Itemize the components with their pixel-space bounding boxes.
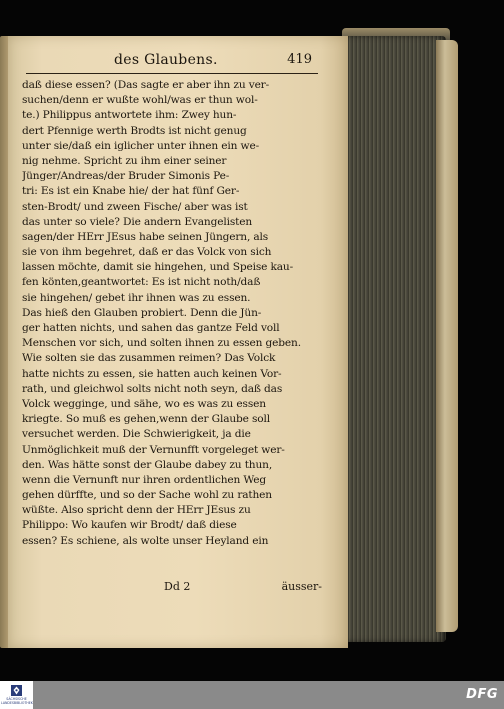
text-line: wüßte. Also spricht denn der HErr JEsus zu — [22, 504, 251, 517]
text-line: fen könten,geantwortet: Es ist nicht noth/daß — [22, 276, 261, 289]
catchword: äusser- — [281, 580, 322, 593]
library-logo[interactable] — [0, 681, 33, 709]
text-line: Das hieß den Glauben probiert. Denn die Jün- — [22, 306, 262, 319]
text-line: dert Pfennige werth Brodts ist nicht genug — [22, 124, 247, 137]
page-block-edge — [346, 36, 446, 642]
text-line: gehen dürffte, und so der Sache wohl zu rathen — [22, 489, 272, 502]
text-line: Philippo: Wo kaufen wir Brodt/ daß diese — [22, 519, 237, 532]
running-title: des Glaubens. — [114, 52, 218, 68]
book-cover-edge — [436, 40, 458, 632]
text-line: Menschen vor sich, und solten ihnen zu essen geben. — [22, 337, 301, 350]
text-line: te.) Philippus antwortete ihm: Zwey hun- — [22, 109, 237, 122]
text-line: das unter so viele? Die andern Evangelisten — [22, 215, 253, 228]
page-number: 419 — [287, 52, 312, 67]
text-line: Jünger/Andreas/der Bruder Simonis Pe- — [22, 170, 230, 183]
text-line: unter sie/daß ein iglicher unter ihnen ein we- — [22, 139, 260, 152]
text-line: sie hingehen/ gebet ihr ihnen was zu essen. — [22, 291, 251, 304]
text-line: sten-Brodt/ und zween Fische/ aber was ist — [22, 200, 248, 213]
library-logo-caption: SÄCHSISCHE LANDESBIBLIOTHEK — [1, 697, 33, 705]
text-line: Volck wegginge, und sähe, wo es was zu essen — [22, 397, 266, 410]
text-line: sie von ihm begehret, daß er das Volck von sich — [22, 246, 272, 259]
page-footer-line — [22, 580, 322, 598]
header-rule — [26, 73, 318, 74]
text-line: lassen möchte, damit sie hingehen, und Speise kau- — [22, 261, 294, 274]
text-line: daß diese essen? (Das sagte er aber ihn zu ver- — [22, 79, 270, 91]
text-line: versuchet werden. Die Schwierigkeit, ja die — [22, 428, 251, 441]
text-line: Wie solten sie das zusammen reimen? Das Volck — [22, 352, 276, 365]
text-line: Unmöglichkeit muß der Vernunfft vorgeleget wer- — [22, 443, 285, 456]
viewer-footer-bar — [0, 681, 504, 709]
library-crest-icon — [11, 685, 22, 696]
text-line: ger hatten nichts, und sahen das gantze Feld voll — [22, 322, 280, 334]
text-line: hatte nichts zu essen, sie hatten auch keinen Vor- — [22, 367, 282, 380]
text-line: sagen/der HErr JEsus habe seinen Jüngern, als — [22, 230, 269, 243]
text-line: den. Was hätte sonst der Glaube dabey zu thun, — [22, 458, 273, 471]
text-line: suchen/denn er wußte wohl/was er thun wol- — [22, 94, 258, 107]
running-head — [26, 50, 318, 74]
text-line: nig nehme. Spricht zu ihm einer seiner — [22, 154, 227, 167]
dfg-logo[interactable]: DFG — [466, 687, 498, 702]
text-line: essen? Es schiene, als wolte unser Heyland ein — [22, 534, 269, 547]
signature-mark: Dd 2 — [164, 580, 191, 593]
text-line: rath, und gleichwol solts nicht noth seyn, daß das — [22, 382, 283, 395]
text-line: wenn die Vernunft nur ihren ordentlichen Weg — [22, 473, 267, 486]
text-line: tri: Es ist ein Knabe hie/ der hat fünf Ger- — [22, 185, 240, 198]
text-line: kriegte. So muß es gehen,wenn der Glaube soll — [22, 413, 270, 426]
body-text — [22, 78, 330, 549]
